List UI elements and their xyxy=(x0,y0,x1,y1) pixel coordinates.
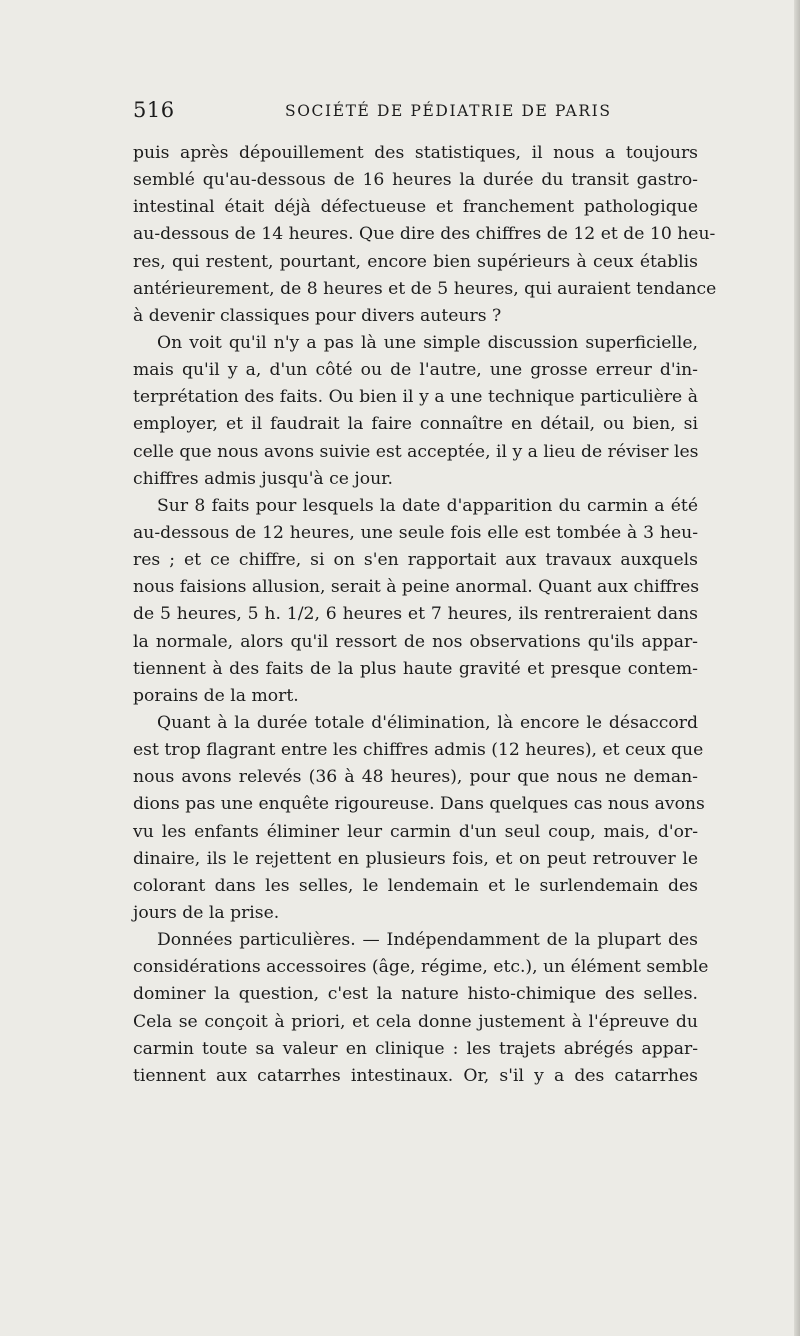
paragraph xyxy=(133,710,705,927)
text-line: Cela se conçoit à priori, et cela donne justement à l'épreuve du xyxy=(133,1011,698,1032)
text-line: Données particulières. — Indépendamment de la plupart des xyxy=(157,930,698,951)
paragraph xyxy=(133,140,717,330)
text-line: On voit qu'il n'y a pas là une simple discussion superficielle, xyxy=(157,332,698,353)
text-line: chiffres admis jusqu'à ce jour. xyxy=(133,468,393,489)
text-line: carmin toute sa valeur en clinique : les trajets abrégés appar- xyxy=(133,1038,698,1059)
text-line: dinaire, ils le rejettent en plusieurs fois, et on peut retrouver le xyxy=(133,848,698,869)
body-text xyxy=(133,140,717,1090)
text-line: nous faisions allusion, serait à peine anormal. Quant aux chiffres xyxy=(133,577,700,598)
text-line: dominer la question, c'est la nature histo-chimique des selles. xyxy=(133,984,698,1005)
text-line: colorant dans les selles, le lendemain et le surlendemain des xyxy=(133,875,698,896)
text-line: porains de la mort. xyxy=(133,685,299,706)
text-line: au-dessous de 12 heures, une seule fois elle est tombée à 3 heu- xyxy=(133,522,698,543)
running-title: SOCIÉTÉ DE PÉDIATRIE DE PARIS xyxy=(285,102,612,120)
text-line: antérieurement, de 8 heures et de 5 heures, qui auraient tendance xyxy=(133,278,717,299)
text-line: vu les enfants éliminer leur carmin d'un seul coup, mais, d'or- xyxy=(133,821,698,842)
paragraph xyxy=(133,927,709,1090)
text-line: est trop flagrant entre les chiffres admis (12 heures), et ceux que xyxy=(133,740,704,761)
text-line: considérations accessoires (âge, régime, etc.), un élément semble xyxy=(133,957,709,978)
text-line: tiennent aux catarrhes intestinaux. Or, s'il y a des catarrhes xyxy=(133,1065,698,1086)
text-line: la normale, alors qu'il ressort de nos observations qu'ils appar- xyxy=(133,631,698,652)
text-line: au-dessous de 14 heures. Que dire des chiffres de 12 et de 10 heu- xyxy=(133,224,716,245)
page-edge xyxy=(794,0,800,1336)
paragraph xyxy=(133,330,698,493)
text-line: semblé qu'au-dessous de 16 heures la durée du transit gastro- xyxy=(133,170,698,191)
text-line: terprétation des faits. Ou bien il y a une technique particulière à xyxy=(133,387,698,408)
paragraph xyxy=(133,493,698,710)
text-line: jours de la prise. xyxy=(133,902,280,923)
text-line: mais qu'il y a, d'un côté ou de l'autre, une grosse erreur d'in- xyxy=(133,360,698,381)
text-line: de 5 heures, 5 h. 1/2, 6 heures et 7 heures, ils rentreraient dans xyxy=(133,604,698,625)
page-number: 516 xyxy=(133,98,175,122)
text-line: nous avons relevés (36 à 48 heures), pour que nous ne deman- xyxy=(133,767,698,788)
text-line: Quant à la durée totale d'élimination, là encore le désaccord xyxy=(157,712,698,733)
page-header xyxy=(133,98,693,128)
text-line: dions pas une enquête rigoureuse. Dans quelques cas nous avons xyxy=(133,794,705,815)
text-line: intestinal était déjà défectueuse et franchement pathologique xyxy=(133,197,698,218)
text-line: celle que nous avons suivie est acceptée, il y a lieu de réviser les xyxy=(133,441,699,462)
text-line: à devenir classiques pour divers auteurs ? xyxy=(133,305,502,326)
text-line: puis après dépouillement des statistiques, il nous a toujours xyxy=(133,143,698,163)
text-line: tiennent à des faits de la plus haute gravité et presque contem- xyxy=(133,658,698,679)
text-line: Sur 8 faits pour lesquels la date d'apparition du carmin a été xyxy=(157,495,698,516)
text-line: res, qui restent, pourtant, encore bien supérieurs à ceux établis xyxy=(133,251,698,272)
text-line: res ; et ce chiffre, si on s'en rapportait aux travaux auxquels xyxy=(133,550,698,571)
text-line: employer, et il faudrait la faire connaître en détail, ou bien, si xyxy=(133,414,698,435)
